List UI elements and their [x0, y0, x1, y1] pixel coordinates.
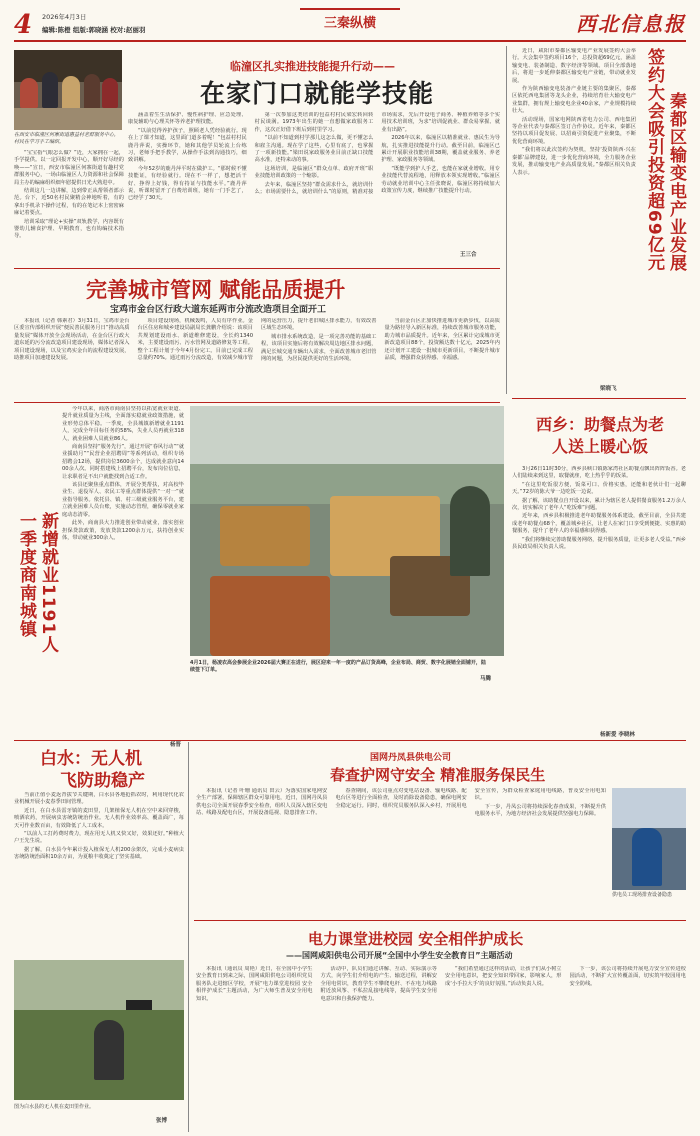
paragraph: “我们将以此次签约为契机，坚持‘投资陕西·兴在秦都’品牌建设，进一步优化营商环境，全力服务企业发展，推动输变电产业高质量发展。”秦都区相关负责人表示。: [512, 147, 636, 176]
paragraph: 春查期间，该公司重点对变电站设备、输电线路、配电台区等进行全面检查，及时消除设备隐患，确保电网安全稳定运行。同时，组织党员服务队深入乡村，开展用电安全宣传，为群众检查家庭用电线路，普及安全用电知识。: [335, 788, 606, 809]
paragraph: 3月26日11时30分，西乡县峡口镇陈家湾社区助餐点飘出阵阵饭香。老人们陆续来到这里，取餐就座，吃上热乎乎的饭菜。: [512, 466, 686, 480]
paragraph: “在这里吃饭很方便，饭菜可口、价格实惠，还能和老伙计们一起聊天。”72岁的陈大爷一边吃饭一边说。: [512, 481, 686, 496]
story-8-body: [196, 966, 686, 1130]
paragraph: “宝宝指气眼怎么做？”近，大家拥在一起，手学提供。以一定回报开发中心，顺开好尽经的唤——“宣日，西安市临潼区何寨街道有趣村党群服务中心，一场由临潼区人力资源和社会保障局主办的编麻组织细年慰提供日光大熟进中。: [14, 150, 124, 186]
story-2-kicker: 宝鸡市金台区行政大道东延两市分流改造项目全面开工: [110, 305, 327, 315]
paragraph: 当前正值小麦返青拔节关键期，白水县各地抢抓农时，利用现代化农业机械开展小麦春季田间管理。: [14, 792, 184, 806]
paragraph: 城市排水系统改造，是一项完善功能的基础工程，该项目实施后将有效解决周边地区排水问题，满足长城交通车辆出入需求，全面改善城市老旧管网的问题，为居民提供更好的生活环境。: [261, 333, 377, 363]
section-ornament-top: [300, 8, 400, 10]
section-rule: [14, 268, 500, 269]
story-6-body: [14, 792, 184, 924]
story-9-photo-caption: 4月1日，杨凌农高会参展企业2026届大赛正在进行，展区迎来一年一度的产品订货高峰，企业布局、商贸、数字化展销全面铺开，陆续签下订单。: [190, 660, 486, 673]
paragraph: 本报讯（记者 韩素君）3月31日，宝鸡市金台区委宣传部组织开展“便民善民服务月日”推动高质量发展”媒体开放全会现场活动，在金台区行政大道东延的污分流改造项目建设现场，媒体记者深入项目建设现场，以及宝鸡实金台的流程建设发展，助推项目加速建设发展。: [14, 318, 130, 362]
story-7-kicker: 国网丹凤县供电公司: [370, 753, 452, 763]
story-1-author: 王三合: [460, 252, 477, 258]
paragraph: “以前人工打药费时费力，现在用无人机又快又好，效果还好。”种植大户王先生说。: [14, 831, 184, 845]
story-9-photo: [190, 406, 504, 656]
section-rule: [14, 740, 686, 741]
story-6-photo-caption: 图为白水县的无人机在麦田里作业。: [14, 1104, 95, 1110]
section-name: [300, 8, 400, 31]
story-1-title: 在家门口就能学技能: [200, 79, 435, 108]
editor-credits: 编辑:陈橙 组版:郭晓涵 校对:赵丽羽: [42, 26, 146, 34]
column-divider: [188, 742, 189, 1132]
paragraph: 近日，在白水县雷牙镇的麦田里，几架植保无人机在空中来回穿梭，喷洒农药，开展病虫害统防统治作业。无人机作业效率高、覆盖面广，每天可作业数百亩，有效降低了人工成本。: [14, 807, 184, 829]
paragraph: 该县还聚焦重点群体，开展分类帮扶，对高校毕业生、退役军人、农民工等重点群体提供“一对一”就业指导服务。依托县、镇、村三级就业服务平台，建立就业困难人员台账，实施动态管理，确保零就业家庭动态清零。: [62, 482, 184, 518]
story-8-title: 电力课堂进校园 安全相伴护成长: [308, 930, 524, 948]
paragraph: 项目建设现场，机械轰鸣，人员有序作业。金台区住房和城乡建设局副局长龚鹏介绍说：该项目共规划建设雨水、新道维修建设，全长约1340米，主要建设雨污、污水管网及道路修复等工程。整个工程计划于今年4月份完工。目前已完成工程总量约70%。通过雨污分流改造，有效减少城市管网的运营压力，提升老旧城区排水能力，有效改善区域生态环境。: [137, 318, 377, 362]
paragraph: 本报讯（记者 叶珊 通讯员 田云）为落实国家电网安全生产部署，保障辖区群众可靠用电，近日，国网丹凤县供电公司全面开展春季安全检查，组织人员深入辖区变电站、线路及配电台区，开展设备巡视、隐患排查工作。: [196, 788, 328, 817]
story-7-title: 春查护网守安全 精准服务保民生: [330, 766, 546, 784]
story-3-title: 新增就业1191人: [38, 512, 58, 654]
paragraph: 本报讯（通讯员 周艳）近日，在全国中小学生安全教育日到来之际，国网咸阳供电公司组织党员服务队走进辖区学校，开展“电力课堂进校园 安全相伴护成长”主题活动，为广大师生普及安全用电知识。: [196, 966, 313, 1002]
story-5-body: [512, 466, 686, 728]
paragraph: 涵盖着生生活保护、慢性病护理、应急处理、康复辅助与心理关怀等养老护理技能。: [128, 112, 247, 126]
story-9-author: 马腾: [480, 676, 492, 682]
story-6-author: 张博: [156, 1118, 168, 1124]
story-1-body-cols: [128, 112, 500, 248]
story-7-photo-caption: 供电员工现场排查设备隐患: [612, 892, 673, 898]
paragraph: “以前觉得养护孩子，照顾老人凭经验就行。现在上了课才知道，这里面门道多着呢！”包益村村民鹿丹萍说，实操环节，她和其他学员轮流上台练习，老师手把手教学，从操作手法到沟通技巧，细致讲解。: [128, 127, 247, 164]
story-1-photo: [14, 50, 122, 130]
paragraph: 据了解，该助餐点自开设以来，累计为辖区老人提供餐食服务1.2万余人次，切实解决了老年人“吃饭难”问题。: [512, 497, 686, 512]
story-8-subtitle: ——国网咸阳供电公司开展“全国中小学生安全教育日”主题活动: [286, 951, 513, 960]
section-rule: [194, 920, 686, 921]
paragraph: 据了解，白水县今年累计投入植保无人机200余架次，完成小麦病虫害统防统治面积10余万亩，为夏粮丰收奠定了坚实基础。: [14, 846, 184, 861]
story-4-title-2: 秦都区输变电产业发展: [666, 92, 686, 272]
story-6-title-2: 飞防助稳产: [60, 771, 145, 791]
section-rule: [14, 402, 500, 403]
paragraph: 商南县坚持“服务先行”，通过开展“春风行动”“就业援助月”“民营企业招聘周”等系列活动，组织专场招聘会12场，提供岗位3600余个，达成就业意向1400余人次。同时搭建线上招聘平台，发布岗位信息，让求职者足不出户就能找到合适工作。: [62, 444, 184, 480]
story-4-author: 梁晓飞: [600, 386, 617, 392]
paragraph: 今年以来，商洛市商南县坚持以拓宽就业渠道、提升就业质量为主线，全面落实稳就业政策措施，就业形势总体平稳。一季度，全县城镇新增就业1191人，完成全年目标任务的58%，失业人员再就业318人，就业困难人员就业86人。: [62, 406, 184, 442]
paragraph: 作为陕西输变电装备产业链主要的集聚区，秦都区依托西电集团等龙头企业，持续培育壮大输变电产业集群，拥有规上输变电企业40余家，产业规模持续壮大。: [512, 86, 636, 115]
story-3-author: 杨晋: [170, 742, 182, 748]
paragraph: 活动中，队员们通过讲解、互动、实际演示等方式，向学生们介绍电的产生、输送过程，讲解安全用电常识，教育学生不攀爬电杆、不在电力线路附近放风筝、不私拉乱接电线等，提高学生安全用电意识和自我保护能力。: [320, 966, 437, 1002]
story-1-photo-caption: 在西安市临潼区何寨街道惠益村老群服务中心，村民在学习手工编织。: [14, 132, 120, 145]
page-number: 4: [14, 10, 33, 40]
paragraph: 活动现场，国家电网陕西省电力公司、西电集团等企业代表与秦都区签订合作协议。近年来，秦都区坚持以项目促发展、以招商引资促进产业聚集，不断优化营商环境。: [512, 116, 636, 145]
story-1-body-col1: [14, 150, 124, 270]
story-4-body: [512, 48, 636, 388]
paragraph: 培训采取“理论+实操”双轨教学，内容既有婴幼儿辅食护理、早期教育，也有钩编技术指导。: [14, 218, 124, 240]
masthead-rule: [14, 40, 686, 42]
paragraph: 下一步，丹凤公司将持续深化春查成果，不断提升供电服务水平，为地方经济社会发展提供坚强电力保障。: [474, 803, 606, 818]
story-7-body: [196, 788, 606, 912]
paragraph: 第一次参加这类培训的包益村村民梁宏转回转村民谈满。1973年出生的她一直想做家政服务工作，这次正好借下班后到村里学习。: [254, 112, 374, 133]
story-5-author: 杨新爱 李晓林: [600, 732, 635, 738]
story-6-photo: [14, 960, 184, 1100]
section-rule: [512, 398, 686, 399]
story-7-photo: [612, 788, 686, 890]
story-1-kicker: 临潼区扎实推进技能提升行动——: [230, 60, 395, 73]
story-2-title: 完善城市管网 赋能品质提升: [86, 278, 346, 302]
paragraph: 这场培训，是临潼区“群众点单、政府开班”职业技能培训政策的一个缩影。: [254, 165, 374, 180]
paragraph: “既能学到护人手艺，也能在家就业增收。用专业技能代替流程地，用释放本领实现增收。”临潼区劳动就业培训中心主任张晓说，临潼区将持续加大政策宣传力度，继续推广技能提升行动。: [381, 165, 500, 195]
paragraph: 当前金台区正加快推进城市更新步伐，以高质量为路径导入新区标准，持续改善城市服务功能，助力城市品质提升。近年来，全区累计完成城市更新改造项目88个，投资额达数十亿元，2025年内还计划开工建设一批城市更新项目，不断提升城市品质，增强群众获得感、幸福感。: [384, 318, 500, 362]
paragraph: “以前不知道到村学那儿这怎么做，更不懂怎么和雇主沟通。现在学了这些，心里有底了，也掌握了一项新技能。”梁田说家政服务业目前正缺口技能高水准，还特来动的事。: [254, 135, 374, 164]
paragraph: “我们希望通过这样的活动，让孩子们从小树立安全用电意识，把安全知识带回家，影响家人，形成‘小手拉大手’的良好氛围。”活动负责人说。: [445, 966, 562, 987]
column-divider: [506, 46, 507, 394]
paragraph: 今年52岁的鹿丹萍平时在做护工。“那时候不懂技能证，有经验就行。现在不一样了，想把活干好、挣得上好钱，得有持证与技能水平。”鹿丹萍说，听课时留开了自费培训班，她有一门手艺了，已经学了30天。: [128, 165, 247, 202]
story-3-body: [62, 406, 184, 740]
paragraph: 近年来，西乡县积极推进老年助餐服务体系建设，截至目前，全县共建成老年助餐点68个，覆盖城乡社区，让老人在家门口享受到便捷、实惠的助餐服务，提升了老年人的幸福感和获得感。: [512, 513, 686, 535]
paragraph: 下一步，该公司将持续开展电力安全宣传进校园活动，不断扩大宣传覆盖面，切实筑牢校园用电安全防线。: [569, 966, 686, 987]
brand-logo: 西北信息报: [576, 12, 686, 36]
section-title: 三秦纵横: [323, 16, 376, 31]
story-5-title: 西乡：助餐点为老人送上暖心饭: [535, 415, 664, 456]
story-6-title: 白水：无人机: [40, 749, 142, 769]
paragraph: 此外，商南县大力推进创业带动就业，落实创业担保贷款政策，发放贷款1200余万元，扶持创业实体，带动就业300余人。: [62, 520, 184, 541]
issue-date: 2026年4月3日: [42, 13, 87, 21]
paragraph: 2026年以来，临潼区以精准就业、惠民生为导航，扎实推进技能提升行动。截至目前，临潼区已累计开展职业技能培训38期，覆盖就业服务、养老护理、家政服务等领域。: [381, 135, 500, 164]
story-4-title: 签约大会吸引投资超69亿元: [644, 48, 664, 272]
masthead: [0, 0, 700, 44]
paragraph: 近日，咸阳市秦都区输变电产业发展签约大会举行。大会集中签约项目16个，总投资超69亿元，涵盖输变电、装备制造、数字经济等领域。项目全部落地后，将进一步延伸秦都区输变电产业链，带动就业发展。: [512, 48, 636, 84]
story-3-title-2: 一季度商南城镇: [16, 512, 36, 638]
paragraph: “我们将继续完善助餐服务网络，提升服务质量，让更多老人受益。”西乡县民政局相关负责人说。: [512, 536, 686, 551]
paragraph: 去年来，临潼区坚持“群众需求什么，就培训什么；市场需要什么，就培训什么”的原则，精准对接市场需求，先后开设电子商务、种植养殖等多个实用技术培训班，为求“培训促就业、群众易掌握、就业有出路”。: [254, 112, 500, 196]
story-2-body: [14, 318, 500, 398]
paragraph: 结训这几一边讲解，边到带正从帮领者部示范。台下，近50名村民聚精会神地听着，有的拿出手机录下操作过程，有的在笔记本上密密麻麻记着要点。: [14, 188, 124, 217]
